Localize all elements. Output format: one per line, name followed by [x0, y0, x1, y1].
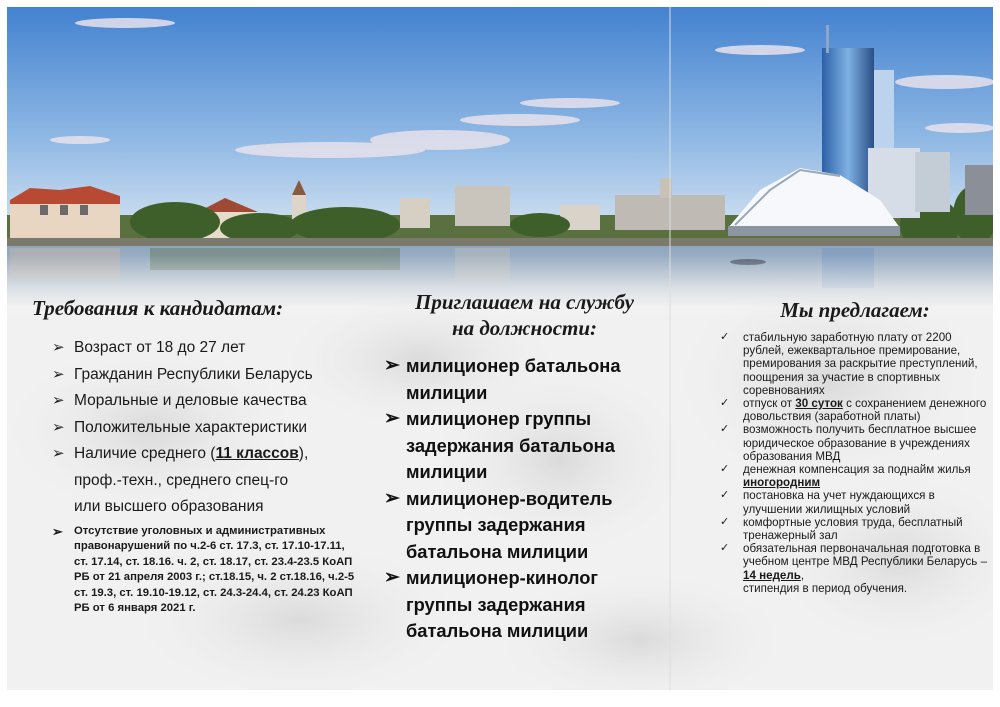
- offer-item: ✓ отпуск от 30 суток с сохранением денежного довольствия (заработной платы): [720, 397, 987, 424]
- check-icon: ✓: [720, 423, 730, 436]
- positions-column: [382, 289, 667, 645]
- offer-list: [714, 331, 996, 595]
- requirements-title: Требования к кандидатам:: [32, 296, 284, 320]
- education-highlight: 11 классов: [215, 445, 299, 462]
- arrow-bullet-icon: ➢: [52, 445, 65, 462]
- arrow-bullet-icon: ➢: [52, 418, 65, 436]
- position-item: ➢ милиционер-кинолог группы задержания батальона милиции: [384, 567, 599, 641]
- check-icon: ✓: [720, 515, 730, 528]
- offer-item: ✓ обязательная первоначальная подготовка в учебном центре МВД Республики Беларусь – 14 недель, стипендия в период обучения.: [720, 542, 988, 595]
- check-icon: ✓: [720, 463, 730, 476]
- offer-item: ✓ денежная компенсация за поднайм жилья иногородним: [720, 463, 971, 490]
- position-item: ➢ милиционер батальона милиции: [384, 355, 621, 403]
- check-icon: ✓: [720, 489, 730, 502]
- offer-title: Мы предлагаем:: [780, 298, 930, 322]
- arrow-bullet-icon: ➢: [384, 567, 400, 588]
- requirements-list: [28, 335, 358, 521]
- requirement-education: ➢ Наличие среднего (11 классов), проф.-техн., среднего спец-го или высшего образования: [28, 441, 358, 521]
- position-item: ➢ милиционер группы задержания батальона милиции: [384, 408, 615, 482]
- requirements-column: [28, 296, 358, 617]
- arrow-bullet-icon: ➢: [384, 408, 400, 429]
- positions-list: [382, 353, 667, 645]
- arrow-bullet-icon: ➢: [384, 355, 400, 376]
- arrow-bullet-icon: ➢: [52, 392, 65, 409]
- arrow-bullet-icon: ➢: [52, 339, 65, 356]
- offer-item: ✓ возможность получить бесплатное высшее юридическое образование в учреждениях образования МВД: [720, 423, 977, 463]
- requirement-item: ➢ Положительные характеристики: [28, 415, 358, 442]
- offer-item: ✓ стабильную заработную плату от 2200 рублей, ежеквартальное премирование, премирования за раскрытие преступлений, поощрения за участие в спортивных соревнованиях: [720, 331, 978, 397]
- check-icon: ✓: [720, 397, 730, 410]
- offer-item: ✓ комфортные условия труда, бесплатный тренажерный зал: [720, 515, 963, 543]
- arrow-bullet-icon: ➢: [384, 487, 400, 509]
- requirement-no-offenses: ➢ Отсутствие уголовных и административных правонарушений по ч.2-6 ст. 17.3, ст. 17.10-17.11, ст. 17.14, ст. 18.16. ч. 2, ст. 18.17, ст. 23.4-23.5 КоАП РБ от 21 апреля 2003 г.; ст.18.15, ч. 2 ст.18.16, ч.2-5 ст. 19.3, ст. 19.10-19.12, ст. 24.3-24.4, ст. 24.23 КоАП РБ от 6 января 2021 г.: [52, 523, 355, 615]
- requirement-item: ➢ Гражданин Республики Беларусь: [28, 362, 358, 389]
- arrow-bullet-icon: ➢: [52, 523, 63, 539]
- positions-title: Приглашаем на службу на должности:: [415, 290, 634, 340]
- requirement-item: ➢ Возраст от 18 до 27 лет: [28, 335, 358, 362]
- requirement-item: ➢ Моральные и деловые качества: [28, 388, 358, 415]
- arrow-bullet-icon: ➢: [52, 365, 65, 383]
- position-item: ➢ милиционер-водитель группы задержания батальона милиции: [384, 487, 613, 562]
- check-icon: ✓: [720, 331, 730, 343]
- offer-column: [714, 298, 996, 595]
- offer-item: ✓ постановка на учет нуждающихся в улучшении жилищных условий: [720, 489, 935, 516]
- check-icon: ✓: [720, 542, 730, 555]
